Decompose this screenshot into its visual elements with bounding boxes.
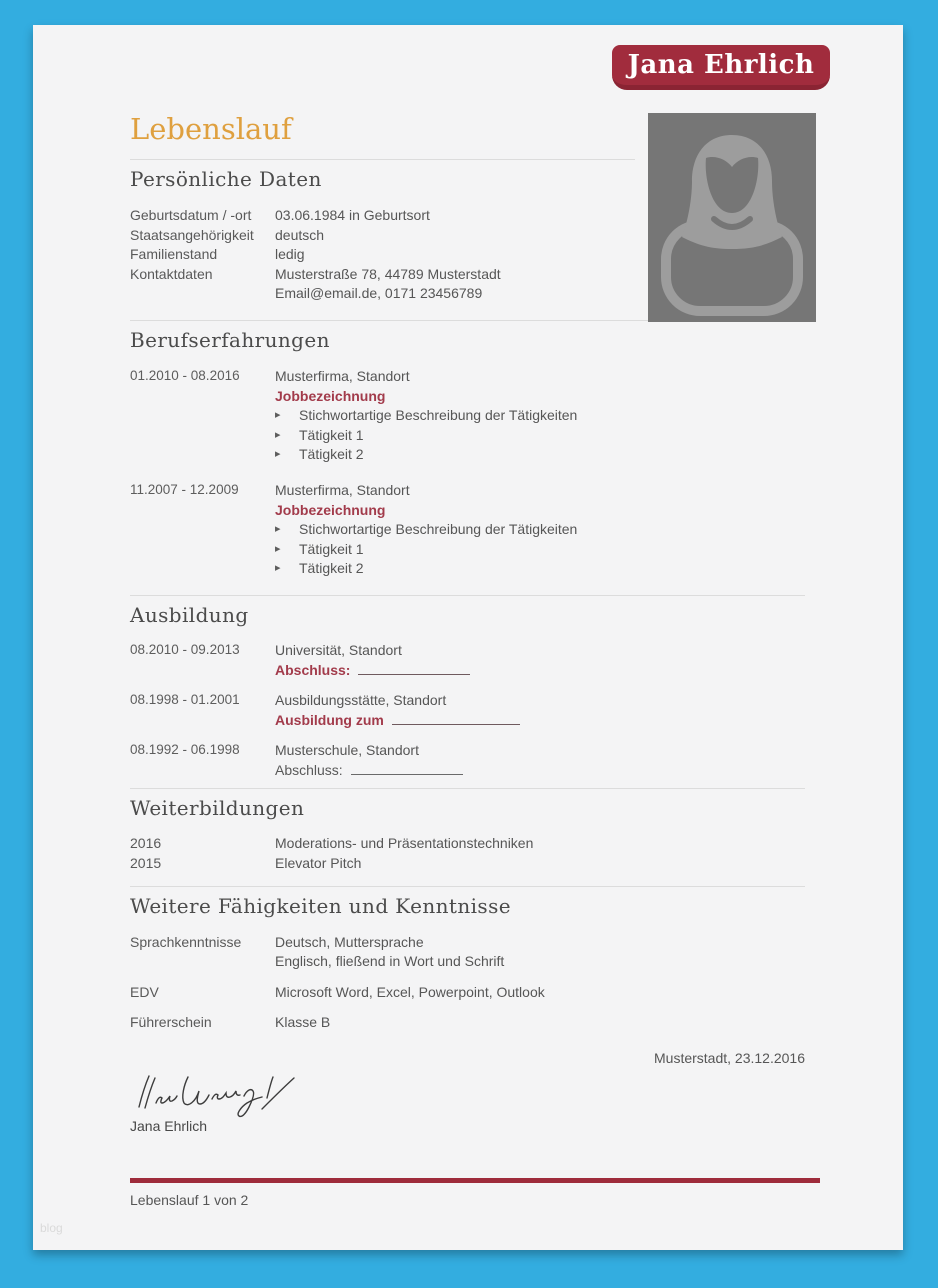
row-value: 03.06.1984 in Geburtsort [275, 207, 430, 223]
list-item [275, 559, 805, 579]
language-german: Deutsch, Muttersprache [275, 933, 424, 950]
row-label: Führerschein [130, 1014, 212, 1031]
triangle-bullet-icon: ▸ [275, 523, 281, 536]
person-silhouette-icon [648, 113, 816, 322]
degree-label: Ausbildung zum [275, 711, 384, 728]
degree-line [275, 661, 805, 681]
education-entry [130, 641, 805, 680]
row-label: Familienstand [130, 246, 218, 263]
triangle-bullet-icon: ▸ [275, 428, 281, 441]
blank-fill-line [358, 662, 470, 675]
section-heading-personal: Persönliche Daten [130, 167, 322, 191]
handwritten-signature [132, 1071, 307, 1123]
entry-period: 01.2010 - 08.2016 [130, 367, 240, 383]
place-and-date: Musterstadt, 23.12.2016 [654, 1050, 805, 1067]
list-item [275, 540, 805, 560]
entry-organization: Musterschule, Standort [275, 742, 419, 759]
row-label: Geburtsdatum / -ort [130, 207, 252, 223]
entry-organization: Universität, Standort [275, 641, 402, 658]
row-value: Klasse B [275, 1014, 331, 1031]
entry-body [275, 741, 805, 780]
row-label: EDV [130, 983, 159, 1000]
list-item [275, 445, 805, 465]
bullet-text: Stichwortartige Beschreibung der Tätigkeiten [299, 521, 578, 538]
education-entry [130, 741, 805, 780]
section-divider [130, 159, 635, 160]
row-value [275, 933, 805, 972]
page-indicator: Lebenslauf 1 von 2 [130, 1192, 249, 1208]
degree-line [275, 761, 805, 781]
table-row [130, 933, 805, 972]
bullet-text: Tätigkeit 1 [299, 540, 364, 557]
entry-organization: Musterfirma, Standort [275, 481, 410, 498]
entry-role: Jobbezeichnung [275, 387, 386, 404]
bullet-text: Tätigkeit 2 [299, 560, 364, 577]
degree-label: Abschluss: [275, 761, 343, 778]
footer-rule [130, 1178, 820, 1183]
section-heading-education: Ausbildung [130, 602, 249, 627]
table-row [130, 834, 805, 854]
entry-organization: Musterfirma, Standort [275, 367, 410, 384]
entry-body [275, 481, 805, 579]
candidate-name: Jana Ehrlich [627, 50, 815, 80]
table-row [130, 983, 805, 1003]
degree-label: Abschluss: [275, 661, 351, 678]
entry-body [275, 367, 805, 465]
page-title: Lebenslauf [130, 112, 292, 146]
row-value: deutsch [275, 226, 325, 243]
table-row [130, 1013, 805, 1033]
training-year: 2015 [130, 855, 162, 872]
row-label: Staatsangehörigkeit [130, 226, 254, 243]
section-divider [130, 595, 805, 596]
entry-organization: Ausbildungsstätte, Standort [275, 692, 447, 709]
section-divider [130, 788, 805, 789]
name-banner [612, 45, 830, 90]
section-heading-skills: Weitere Fähigkeiten und Kenntnisse [130, 893, 511, 918]
entry-period: 08.2010 - 09.2013 [130, 641, 240, 657]
signed-name: Jana Ehrlich [130, 1117, 208, 1134]
education-entry [130, 691, 805, 730]
row-value: ledig [275, 246, 305, 263]
contact-email-phone: Email@email.de, 0171 23456789 [275, 285, 483, 302]
experience-entry [130, 367, 805, 465]
entry-body [275, 641, 805, 680]
training-title: Moderations- und Präsentationstechniken [275, 835, 534, 852]
entry-body [275, 691, 805, 730]
experience-entry [130, 481, 805, 579]
triangle-bullet-icon: ▸ [275, 448, 281, 461]
entry-role: Jobbezeichnung [275, 501, 386, 518]
skills-table [130, 933, 805, 1033]
watermark-text: blog [40, 1221, 63, 1235]
triangle-bullet-icon: ▸ [275, 542, 281, 555]
training-year: 2016 [130, 835, 162, 852]
section-divider [130, 886, 805, 887]
list-item [275, 520, 805, 540]
bullet-text: Tätigkeit 2 [299, 446, 364, 463]
list-item [275, 426, 805, 446]
table-row [130, 854, 805, 874]
entry-period: 08.1998 - 01.2001 [130, 692, 240, 708]
triangle-bullet-icon: ▸ [275, 562, 281, 575]
row-value: Microsoft Word, Excel, Powerpoint, Outlook [275, 983, 545, 1000]
section-heading-training: Weiterbildungen [130, 796, 305, 821]
bullet-text: Tätigkeit 1 [299, 426, 364, 443]
contact-address: Musterstraße 78, 44789 Musterstadt [275, 265, 501, 282]
triangle-bullet-icon: ▸ [275, 409, 281, 422]
language-english: Englisch, fließend in Wort und Schrift [275, 953, 505, 970]
section-heading-experience: Berufserfahrungen [130, 327, 330, 352]
entry-period: 08.1992 - 06.1998 [130, 742, 240, 758]
bullet-text: Stichwortartige Beschreibung der Tätigkeiten [299, 407, 578, 424]
blank-fill-line [351, 762, 463, 775]
resume-page [33, 25, 903, 1250]
training-title: Elevator Pitch [275, 855, 362, 872]
row-label: Sprachkenntnisse [130, 933, 242, 950]
profile-photo-placeholder [648, 113, 816, 322]
blank-fill-line [392, 712, 520, 725]
degree-line [275, 711, 805, 731]
training-table [130, 834, 805, 873]
row-label: Kontaktdaten [130, 265, 213, 282]
list-item [275, 406, 805, 426]
entry-period: 11.2007 - 12.2009 [130, 481, 239, 497]
